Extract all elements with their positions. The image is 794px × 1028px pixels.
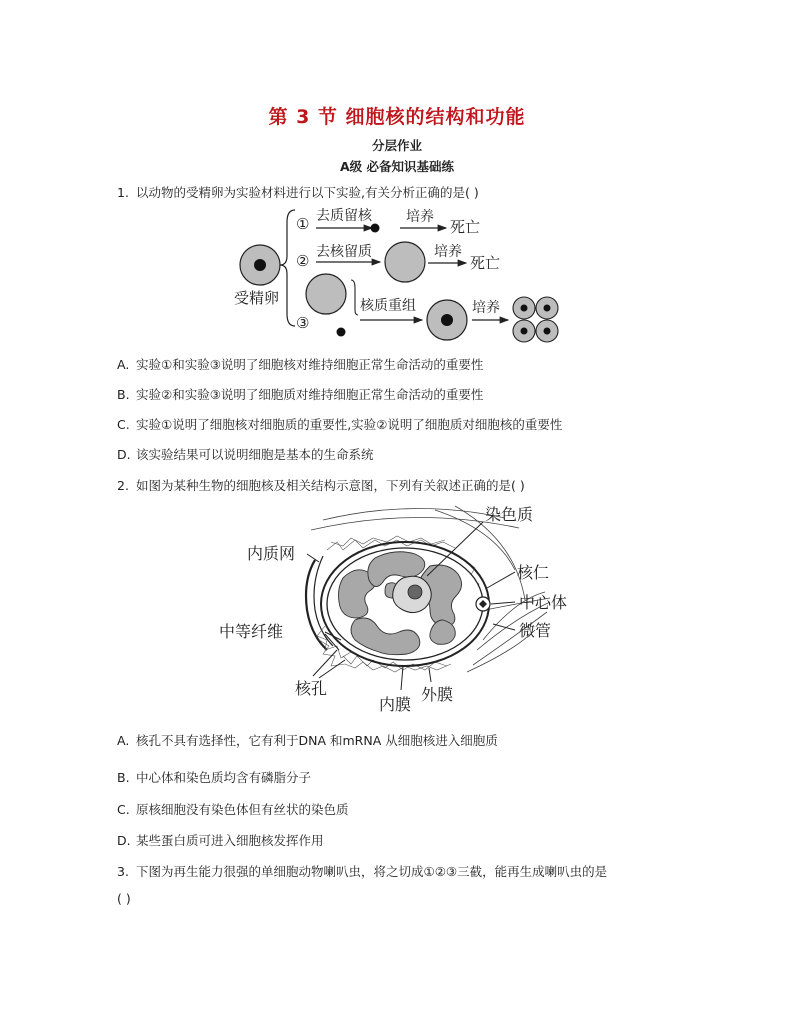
question-1-stem	[117, 183, 479, 201]
divided-cells	[513, 297, 558, 342]
branch-1-mark: ①	[296, 215, 310, 233]
egg-label: 受精卵	[234, 289, 280, 307]
nucleus-structure-diagram	[215, 500, 585, 718]
level-heading: A级 必备知识基础练	[339, 159, 455, 174]
q2-option-a[interactable]: A. 核孔不具有选择性，它有利于DNA 和mRNA 从细胞核进入细胞质	[117, 733, 498, 748]
culture-label-1: 培养	[406, 209, 434, 225]
question-number: 2.	[117, 478, 129, 493]
death-label-1: 死亡	[450, 218, 481, 236]
recombined-nucleus	[441, 314, 453, 326]
label-outer-membrane: 外膜	[421, 685, 454, 704]
fertilized-egg-experiment-diagram	[228, 202, 568, 347]
q1-option-c[interactable]: C. 实验①说明了细胞核对细胞质的重要性,实验②说明了细胞质对细胞核的重要性	[117, 417, 563, 432]
branch-1-step: 去质留核	[316, 208, 372, 224]
branch-3-step: 核质重组	[360, 298, 416, 314]
question-text: 如图为某种生物的细胞核及相关结构示意图，下列有关叙述正确的是( )	[136, 478, 525, 493]
q1-option-b[interactable]: B. 实验②和实验③说明了细胞质对维持细胞正常生命活动的重要性	[117, 387, 484, 402]
question-number: 3.	[117, 864, 129, 879]
question-number: 1.	[117, 185, 129, 200]
page-title: 第 3 节 细胞核的结构和功能	[268, 106, 526, 128]
brace	[280, 210, 295, 326]
isolated-nucleus	[337, 328, 346, 337]
branch-2-mark: ②	[296, 252, 310, 270]
branch-3-mark: ③	[296, 314, 310, 332]
nucleus-only	[371, 224, 380, 233]
question-text: 以动物的受精卵为实验材料进行以下实验,有关分析正确的是( )	[136, 185, 479, 200]
q2-option-d[interactable]: D. 某些蛋白质可进入细胞核发挥作用	[117, 833, 324, 848]
culture-label-3: 培养	[472, 300, 500, 316]
centrosome-shape	[476, 597, 490, 611]
q2-option-c[interactable]: C. 原核细胞没有染色体但有丝状的染色质	[117, 802, 349, 817]
label-inner-membrane: 内膜	[379, 695, 412, 714]
question-3-answer-bracket: ( )	[117, 891, 131, 906]
label-er: 内质网	[247, 544, 296, 563]
fertilized-egg-nucleus	[254, 259, 266, 271]
label-centrosome: 中心体	[519, 593, 568, 612]
section-heading: 分层作业	[371, 138, 422, 153]
q1-option-d[interactable]: D. 该实验结果可以说明细胞是基本的生命系统	[117, 447, 374, 462]
label-nucleolus: 核仁	[517, 563, 550, 582]
death-label-2: 死亡	[470, 254, 501, 272]
branch-2-step: 去核留质	[316, 244, 372, 260]
q2-option-b[interactable]: B. 中心体和染色质均含有磷脂分子	[117, 770, 312, 785]
q1-option-a[interactable]: A. 实验①和实验③说明了细胞核对维持细胞正常生命活动的重要性	[117, 357, 484, 372]
cytoplasm-only-cell	[385, 242, 425, 282]
question-3-stem	[117, 862, 607, 880]
culture-label-2: 培养	[434, 244, 462, 260]
label-intermediate-filament: 中等纤维	[219, 622, 284, 641]
label-chromatin: 染色质	[485, 505, 534, 524]
question-text: 下图为再生能力很强的单细胞动物喇叭虫，将之切成①②③三截，能再生成喇叭虫的是	[136, 864, 608, 879]
nucleolus-shape	[393, 576, 432, 612]
enucleated-cell	[306, 274, 346, 314]
question-2-stem	[117, 476, 525, 494]
label-nuclear-pore: 核孔	[295, 679, 328, 698]
label-microtubule: 微管	[519, 621, 552, 640]
